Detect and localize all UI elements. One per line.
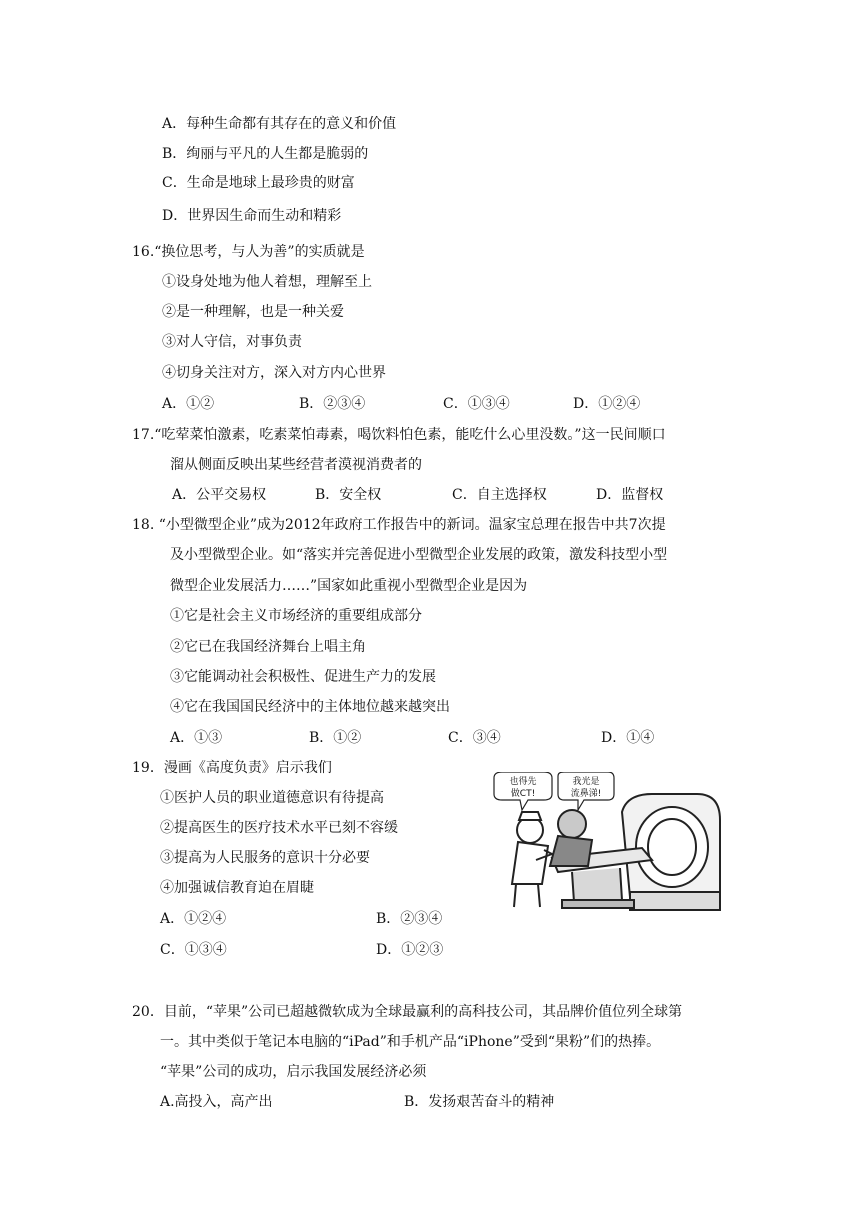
q16-item-2: ②是一种理解，也是一种关爱: [162, 304, 344, 320]
q20-stem-line3: “苹果”公司的成功，启示我国发展经济必须: [160, 1064, 427, 1080]
cartoon-illustration: [492, 772, 742, 922]
q16-option-a: A．①②: [162, 396, 215, 412]
q18-item-3: ③它能调动社会积极性、促进生产力的发展: [170, 669, 436, 685]
q19-option-c: C．①③④: [160, 942, 227, 958]
q16-item-3: ③对人守信，对事负责: [162, 334, 302, 350]
q18-item-1: ①它是社会主义市场经济的重要组成部分: [170, 608, 422, 624]
bubble-doctor-text-line2: 做CT!: [510, 789, 536, 799]
q18-stem-line3: 微型企业发展活力……”国家如此重视小型微型企业是因为: [170, 578, 528, 594]
q15-option-a: A．每种生命都有其存在的意义和价值: [162, 116, 397, 132]
q19-option-d: D．①②③: [376, 942, 444, 958]
q18-stem-line1: 18. “小型微型企业”成为2012年政府工作报告中的新词。温家宝总理在报告中共7次提: [132, 517, 666, 533]
q18-option-b: B．①②: [309, 730, 362, 746]
q15-option-c: C．生命是地球上最珍贵的财富: [162, 175, 355, 191]
bubble-doctor-text-line1: 也得先: [509, 777, 537, 787]
q16-item-1: ①设身处地为他人着想，理解至上: [162, 274, 372, 290]
q19-stem: 19．漫画《高度负责》启示我们: [132, 760, 332, 776]
bubble-patient-text-line2: 流鼻涕!: [570, 789, 602, 799]
q17-option-a: A．公平交易权: [172, 487, 267, 503]
q20-stem-line2: 一。其中类似于笔记本电脑的“iPad”和手机产品“iPhone”受到“果粉”们的热捧。: [160, 1034, 661, 1050]
patient-body: [550, 836, 592, 866]
q18-item-4: ④它在我国国民经济中的主体地位越来越突出: [170, 699, 450, 715]
q16-stem: 16.“换位思考，与人为善”的实质就是: [132, 244, 365, 260]
q19-item-4: ④加强诚信教育迫在眉睫: [160, 880, 314, 896]
q17-stem-line1: 17.“吃荤菜怕激素，吃素菜怕毒素，喝饮料怕色素，能吃什么心里没数。”这一民间顺口: [132, 427, 666, 443]
q18-option-a: A．①③: [170, 730, 223, 746]
q16-option-d: D．①②④: [573, 396, 641, 412]
q19-item-3: ③提高为人民服务的意识十分必要: [160, 850, 370, 866]
q16-option-b: B．②③④: [299, 396, 366, 412]
bubble-patient-text-line1: 我光是: [572, 777, 600, 787]
q19-item-2: ②提高医生的医疗技术水平已刻不容缓: [160, 820, 398, 836]
q20-option-a: A.高投入，高产出: [160, 1094, 273, 1110]
q17-stem-line2: 溜从侧面反映出某些经营者漠视消费者的: [170, 457, 422, 473]
q20-stem-line1: 20．目前，“苹果”公司已超越微软成为全球最赢利的高科技公司，其品牌价值位列全球第: [132, 1004, 683, 1020]
q18-item-2: ②它已在我国经济舞台上唱主角: [170, 639, 366, 655]
q17-option-d: D．监督权: [596, 487, 664, 503]
q19-option-a: A．①②④: [160, 911, 227, 927]
q19-item-1: ①医护人员的职业道德意识有待提高: [160, 790, 384, 806]
q16-option-c: C．①③④: [443, 396, 510, 412]
ct-scanner-base: [630, 892, 720, 910]
q18-stem-line2: 及小型微型企业。如“落实并完善促进小型微型企业发展的政策，激发科技型小型: [170, 547, 668, 563]
q17-option-c: C．自主选择权: [452, 487, 547, 503]
doctor-body: [512, 842, 548, 884]
q19-option-b: B．②③④: [376, 911, 443, 927]
q18-option-d: D．①④: [601, 730, 655, 746]
q17-option-b: B．安全权: [315, 487, 382, 503]
patient-head: [558, 810, 586, 838]
q16-item-4: ④切身关注对方，深入对方内心世界: [162, 365, 386, 381]
q18-option-c: C．③④: [448, 730, 501, 746]
q15-option-b: B．绚丽与平凡的人生都是脆弱的: [162, 146, 369, 162]
q15-option-d: D．世界因生命而生动和精彩: [162, 208, 342, 224]
q20-option-b: B．发扬艰苦奋斗的精神: [404, 1094, 555, 1110]
